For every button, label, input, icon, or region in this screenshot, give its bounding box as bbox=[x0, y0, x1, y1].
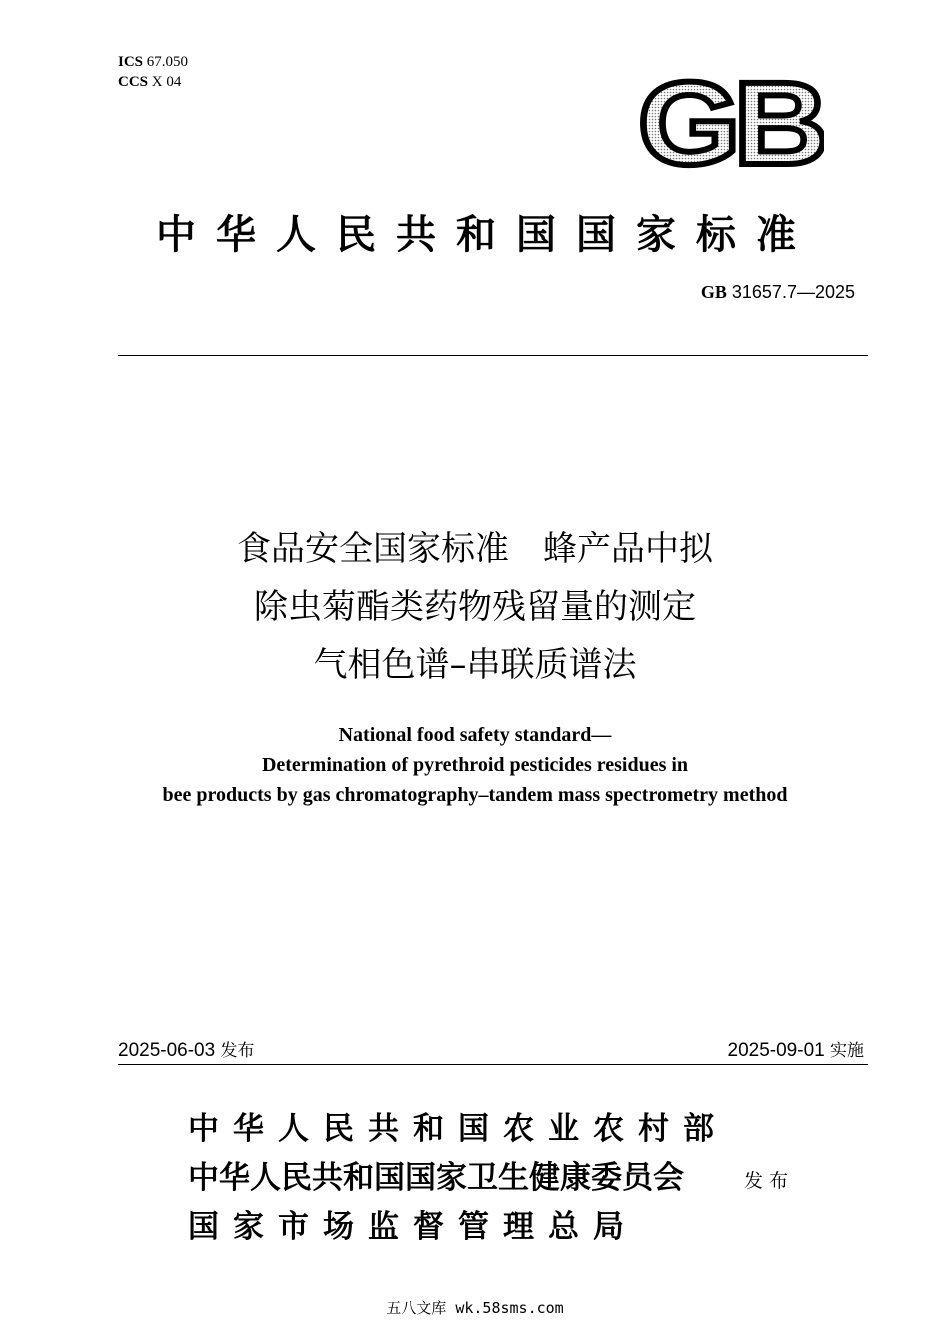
bottom-divider bbox=[118, 1064, 868, 1065]
english-title bbox=[0, 720, 950, 810]
issuer-market-regulation: 国家市场监督管理总局 bbox=[188, 1209, 638, 1245]
ccs-code: CCS X 04 bbox=[118, 74, 182, 90]
issue-date: 2025-06-03 发布 bbox=[118, 1040, 255, 1061]
english-title-line: bee products by gas chromatography–tandem mass spectrometry method bbox=[162, 784, 788, 806]
ics-code: ICS 67.050 bbox=[118, 54, 189, 70]
issuing-authorities bbox=[188, 1105, 728, 1252]
chinese-title-line: 气相色谱–串联质谱法 bbox=[313, 645, 637, 685]
gb-logo-text: GB bbox=[638, 76, 823, 172]
classification-codes bbox=[118, 52, 188, 92]
publish-label: 发布 bbox=[744, 1170, 795, 1192]
issuer-health-commission: 中华人民共和国国家卫生健康委员会 bbox=[188, 1160, 684, 1196]
chinese-title bbox=[0, 520, 950, 694]
gb-logo bbox=[636, 76, 824, 172]
chinese-title-line: 除虫菊酯类药物残留量的测定 bbox=[254, 587, 696, 627]
country-standard-heading: 中华人民共和国国家标准 bbox=[156, 212, 816, 258]
standard-prefix: GB bbox=[700, 282, 727, 302]
standard-number bbox=[701, 282, 855, 303]
issue-label: 发布 bbox=[220, 1041, 255, 1061]
top-divider bbox=[118, 355, 868, 356]
english-title-line: National food safety standard— bbox=[338, 724, 612, 746]
english-title-line: Determination of pyrethroid pesticides residues in bbox=[261, 754, 689, 776]
issuer-ministry-agriculture: 中华人民共和国农业农村部 bbox=[188, 1111, 728, 1147]
standard-code: 31657.7—2025 bbox=[731, 282, 855, 302]
effective-date: 2025-09-01 实施 bbox=[727, 1040, 864, 1061]
effective-label: 实施 bbox=[830, 1041, 864, 1061]
footer-watermark: 五八文库 wk.58sms.com bbox=[386, 1299, 564, 1317]
chinese-title-line: 食品安全国家标准 蜂产品中拟 bbox=[237, 529, 713, 569]
